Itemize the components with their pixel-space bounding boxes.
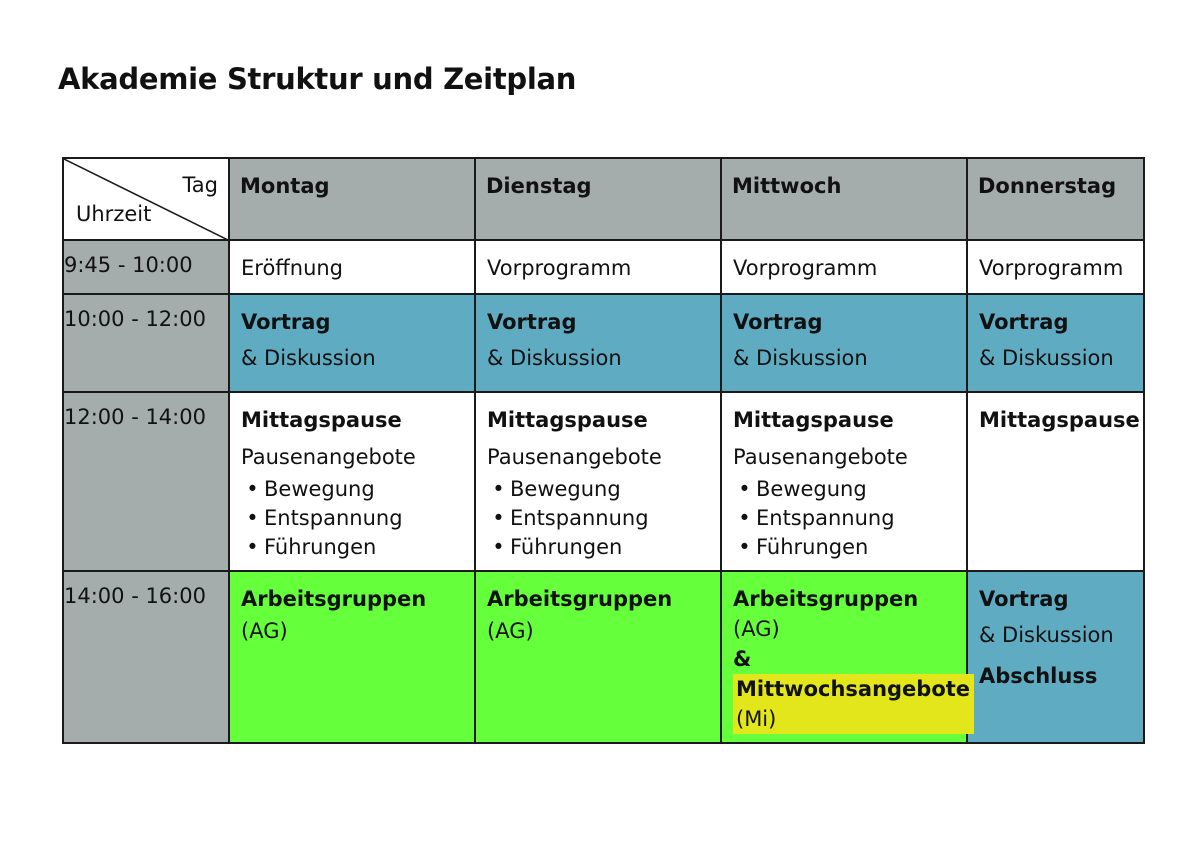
cell-text: Vorprogramm	[733, 256, 878, 280]
cell-suffix: (AG)	[241, 618, 288, 643]
schedule-cell	[721, 240, 967, 294]
list-item	[733, 475, 956, 504]
table-row	[63, 571, 1144, 743]
list-item-label: Entspannung	[264, 506, 403, 530]
schedule-cell	[229, 571, 475, 743]
bullet-icon: •	[246, 477, 259, 501]
day-label: Dienstag	[486, 174, 592, 198]
cell-title: Mittagspause	[241, 408, 402, 432]
cell-suffix: (AG)	[733, 617, 780, 641]
cell-title: Mittagspause	[487, 408, 648, 432]
time-cell	[63, 392, 229, 571]
cell-subtitle: Pausenangebote	[241, 445, 416, 469]
day-label: Mittwoch	[732, 174, 842, 198]
list-item-label: Entspannung	[510, 506, 649, 530]
cell-subtitle: & Diskussion	[487, 345, 622, 370]
cell-title: Arbeitsgruppen	[241, 587, 427, 611]
cell-title: Vortrag	[241, 310, 331, 334]
time-cell	[63, 294, 229, 392]
offer-title: Mittwochsangebote	[736, 677, 971, 701]
bullet-icon: •	[246, 506, 259, 530]
header-row	[63, 158, 1144, 240]
list-item-label: Führungen	[510, 535, 623, 559]
cell-title: Arbeitsgruppen	[733, 587, 919, 611]
activity-list	[733, 475, 956, 562]
bullet-icon: •	[246, 535, 259, 559]
cell-text: Eröffnung	[241, 256, 344, 280]
cell-title: Mittagspause	[979, 408, 1140, 432]
cell-title: Vortrag	[979, 310, 1069, 334]
day-label: Donnerstag	[978, 174, 1117, 198]
list-item-label: Bewegung	[510, 477, 621, 501]
cell-subtitle: Pausenangebote	[733, 445, 908, 469]
bullet-icon: •	[492, 477, 505, 501]
bullet-icon: •	[738, 506, 751, 530]
time-cell	[63, 571, 229, 743]
schedule-cell	[967, 294, 1144, 392]
list-item-label: Führungen	[264, 535, 377, 559]
cell-subtitle: & Diskussion	[979, 345, 1114, 370]
table-row	[63, 240, 1144, 294]
page-title: Akademie Struktur und Zeitplan	[58, 62, 577, 96]
time-label: 9:45 - 10:00	[64, 253, 193, 277]
list-item	[241, 533, 464, 562]
day-header-tuesday	[475, 158, 721, 240]
day-header-wednesday	[721, 158, 967, 240]
schedule-cell	[967, 240, 1144, 294]
table-row	[63, 392, 1144, 571]
activity-list	[241, 475, 464, 562]
list-item	[241, 504, 464, 533]
cell-title: Vortrag	[487, 310, 577, 334]
time-cell	[63, 240, 229, 294]
cell-text: Vorprogramm	[979, 256, 1124, 280]
schedule-cell	[721, 392, 967, 571]
bullet-icon: •	[492, 506, 505, 530]
corner-time-label: Uhrzeit	[76, 202, 152, 226]
list-item	[487, 475, 710, 504]
schedule-cell	[967, 392, 1144, 571]
offer-suffix: (Mi)	[736, 707, 777, 731]
schedule-cell	[475, 294, 721, 392]
cell-subtitle: & Diskussion	[241, 345, 376, 370]
schedule-cell	[229, 240, 475, 294]
time-label: 12:00 - 14:00	[64, 405, 206, 429]
cell-title: Vortrag	[733, 310, 823, 334]
schedule-cell	[475, 240, 721, 294]
schedule-cell	[475, 571, 721, 743]
cell-title: Mittagspause	[733, 408, 894, 432]
diagonal-divider	[64, 159, 230, 241]
list-item-label: Führungen	[756, 535, 869, 559]
list-item	[487, 504, 710, 533]
cell-subtitle: & Diskussion	[733, 345, 868, 370]
list-item-label: Bewegung	[756, 477, 867, 501]
table-row	[63, 294, 1144, 392]
activity-list	[487, 475, 710, 562]
corner-day-label: Tag	[182, 173, 218, 197]
wednesday-offer-highlight	[733, 674, 974, 734]
day-header-thursday	[967, 158, 1144, 240]
day-label: Montag	[240, 174, 330, 198]
bullet-icon: •	[492, 535, 505, 559]
corner-cell	[63, 158, 229, 240]
schedule-table	[62, 157, 1145, 744]
schedule-cell	[967, 571, 1144, 743]
schedule-cell	[229, 392, 475, 571]
cell-title: Vortrag	[979, 587, 1069, 611]
closing-label: Abschluss	[979, 664, 1098, 688]
cell-title: Arbeitsgruppen	[487, 587, 673, 611]
cell-subtitle: Pausenangebote	[487, 445, 662, 469]
time-label: 10:00 - 12:00	[64, 307, 206, 331]
bullet-icon: •	[738, 477, 751, 501]
day-header-monday	[229, 158, 475, 240]
schedule-cell	[721, 571, 971, 743]
list-item	[733, 504, 956, 533]
cell-text: Vorprogramm	[487, 256, 632, 280]
list-item	[733, 533, 956, 562]
cell-suffix: (AG)	[487, 618, 534, 643]
schedule-cell	[721, 294, 967, 392]
ampersand-label: &	[733, 647, 752, 671]
list-item	[487, 533, 710, 562]
cell-subtitle: & Diskussion	[979, 622, 1114, 647]
schedule-cell	[229, 294, 475, 392]
list-item-label: Entspannung	[756, 506, 895, 530]
time-label: 14:00 - 16:00	[64, 584, 206, 608]
bullet-icon: •	[738, 535, 751, 559]
list-item-label: Bewegung	[264, 477, 375, 501]
schedule-cell	[475, 392, 721, 571]
list-item	[241, 475, 464, 504]
